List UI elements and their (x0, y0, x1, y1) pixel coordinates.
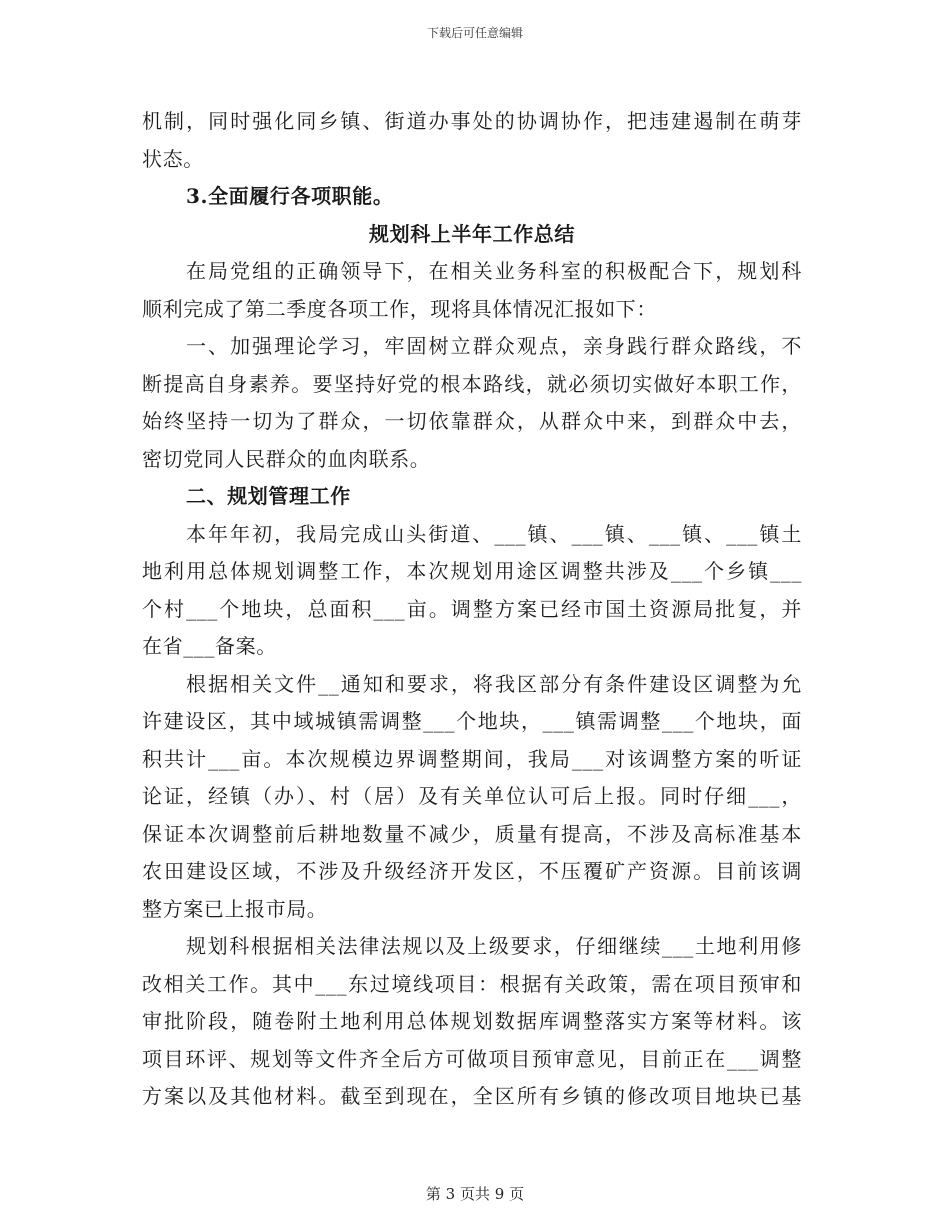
paragraph-line: 积共计___亩。本次规模边界调整期间，我局___对该调整方案的听证 (142, 746, 802, 771)
paragraph-line: 农田建设区域，不涉及升级经济开发区，不压覆矿产资源。目前该调 (142, 859, 802, 883)
paragraph-line: 保证本次调整前后耕地数量不减少，质量有提高，不涉及高标准基本 (142, 821, 802, 846)
paragraph-line: 断提高自身素养。要坚持好党的根本路线，就必须切实做好本职工作， (142, 371, 802, 396)
document-body (142, 103, 802, 1116)
page-header: 下载后可任意编辑 (426, 26, 523, 40)
page-footer: 第 3 页共 9 页 (425, 1185, 525, 1203)
paragraph-line: 顺利完成了第二季度各项工作，现将具体情况汇报如下： (142, 296, 657, 321)
paragraph-line: 根据相关文件__通知和要求，将我区部分有条件建设区调整为允 (186, 671, 802, 696)
paragraph-line: 机制，同时强化同乡镇、街道办事处的协调协作，把违建遏制在萌芽 (142, 109, 802, 133)
paragraph-line: 状态。 (142, 146, 204, 171)
paragraph-line: 规划科根据相关法律法规以及上级要求，仔细继续___土地利用修 (186, 934, 802, 958)
paragraph-line: 整方案已上报市局。 (142, 896, 328, 921)
paragraph-line: 在局党组的正确领导下，在相关业务科室的积极配合下，规划科 (186, 259, 802, 283)
paragraph-line: 密切党同人民群众的血肉联系。 (142, 446, 431, 471)
paragraph-line: 审批阶段，随卷附土地利用总体规划数据库调整落实方案等材料。该 (142, 1009, 802, 1033)
document-title: 规划科上半年工作总结 (369, 221, 575, 246)
section-heading: 3.全面履行各项职能。 (186, 184, 394, 208)
paragraph-line: 改相关工作。其中___东过境线项目：根据有关政策，需在项目预审和 (142, 971, 802, 996)
paragraph-line: 个村___个地块，总面积___亩。调整方案已经市国土资源局批复，并 (142, 596, 802, 621)
paragraph-line: 一、加强理论学习，牢固树立群众观点，亲身践行群众路线，不 (186, 334, 802, 358)
paragraph-line: 在省___备案。 (142, 634, 277, 658)
paragraph-line: 始终坚持一切为了群众，一切依靠群众，从群众中来，到群众中去， (142, 409, 802, 433)
paragraph-line: 地利用总体规划调整工作，本次规划用途区调整共涉及___个乡镇___ (142, 559, 802, 583)
paragraph-line: 本年年初，我局完成山头街道、___镇、___镇、___镇、___镇土 (186, 521, 802, 546)
paragraph-line: 方案以及其他材料。截至到现在，全区所有乡镇的修改项目地块已基 (142, 1084, 802, 1108)
paragraph-line: 许建设区，其中域城镇需调整___个地块，___镇需调整___个地块，面 (142, 709, 802, 733)
section-heading: 二、规划管理工作 (186, 484, 351, 508)
paragraph-line: 论证，经镇（办）、村（居）及有关单位认可后上报。同时仔细___， (142, 784, 802, 808)
paragraph-line: 项目环评、规划等文件齐全后方可做项目预审意见，目前正在___调整 (142, 1046, 802, 1071)
